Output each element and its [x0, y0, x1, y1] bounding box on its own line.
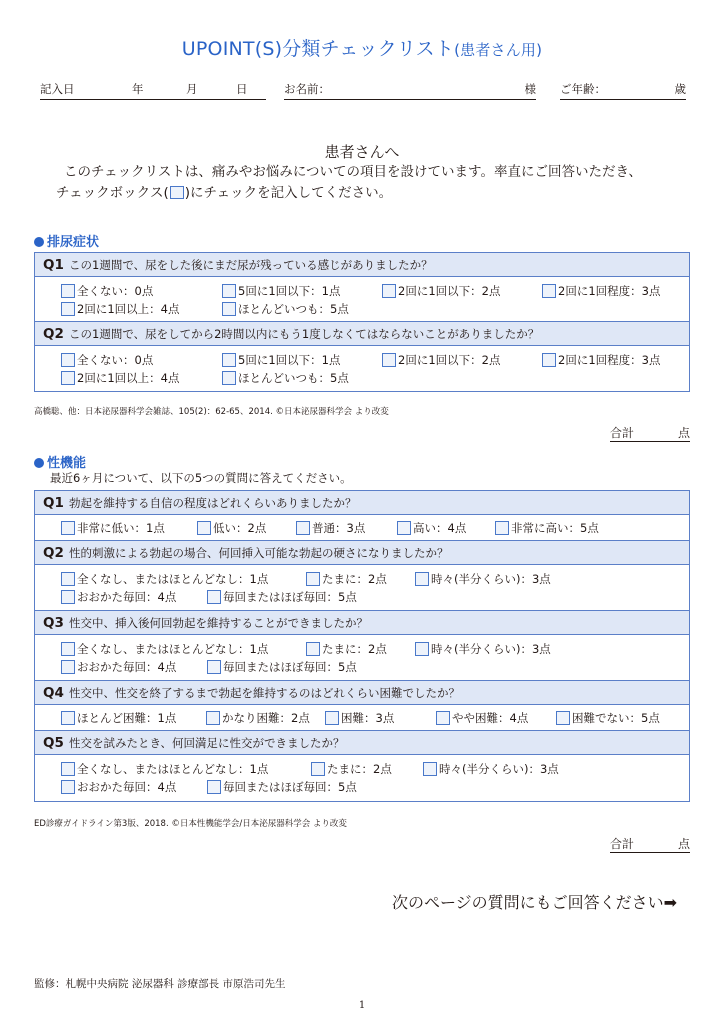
checkbox-sample-icon — [170, 186, 184, 199]
total-label: 合計 — [610, 837, 635, 851]
supervisor-credit: 監修：札幌中央病院 泌尿器科 診療部長 市原浩司先生 — [34, 978, 286, 990]
age-field[interactable] — [560, 80, 686, 100]
question-header: Q3 性交中、挿入後何回勃起を維持することができましたか？ — [35, 611, 689, 635]
option-checkbox[interactable]: 2回に1回以下：2点 — [382, 283, 500, 299]
total-label: 合計 — [610, 426, 635, 440]
option-checkbox[interactable]: ほとんど困難：1点 — [61, 710, 176, 726]
urinary-total-field[interactable] — [610, 424, 690, 442]
question-text: この1週間で、尿をしてから2時間以内にもう1度しなくてはならないことがありましたか？ — [69, 326, 540, 341]
option-checkbox[interactable]: おおかた毎回：4点 — [61, 589, 176, 605]
intro-text — [56, 162, 696, 204]
question-text: 性交中、挿入後何回勃起を維持することができましたか？ — [69, 615, 368, 630]
question-options — [35, 635, 689, 681]
question-text: 勃起を維持する自信の程度はどれくらいありましたか？ — [69, 495, 357, 510]
urinary-heading: 排尿症状 — [34, 231, 99, 250]
sexual-subtitle: 最近6ヶ月について、以下の5つの質問に答えてください。 — [50, 471, 352, 485]
option-checkbox[interactable]: 時々(半分くらい)：3点 — [415, 641, 551, 657]
option-checkbox[interactable]: 非常に低い：1点 — [61, 520, 165, 536]
intro-line-1: このチェックリストは、痛みやお悩みについての項目を設けています。率直にご回答いただき、 — [64, 164, 642, 180]
option-checkbox[interactable]: 2回に1回以上：4点 — [61, 370, 179, 386]
option-checkbox[interactable]: おおかた毎回：4点 — [61, 659, 176, 675]
question-header: Q1 この1週間で、尿をした後にまだ尿が残っている感じがありましたか？ — [35, 253, 689, 277]
info-row — [40, 80, 686, 102]
total-unit: 点 — [677, 837, 690, 851]
date-field[interactable] — [40, 80, 266, 100]
total-unit: 点 — [677, 426, 690, 440]
year-label: 年 — [132, 82, 144, 96]
title-main: UPOINT(S)分類チェックリスト — [181, 38, 455, 60]
option-checkbox[interactable]: ほとんどいつも：5点 — [222, 370, 349, 386]
age-label: ご年齢： — [560, 82, 606, 96]
option-checkbox[interactable]: 困難：3点 — [325, 710, 394, 726]
question-header: Q5 性交を試みたとき、何回満足に性交ができましたか？ — [35, 731, 689, 755]
option-checkbox[interactable]: 5回に1回以下：1点 — [222, 283, 340, 299]
option-checkbox[interactable]: 時々(半分くらい)：3点 — [423, 761, 559, 777]
option-checkbox[interactable]: おおかた毎回：4点 — [61, 779, 176, 795]
option-checkbox[interactable]: 毎回またはほぼ毎回：5点 — [207, 779, 357, 795]
option-checkbox[interactable]: たまに：2点 — [311, 761, 392, 777]
intro-line-2: チェックボックス( )にチェックを記入してください。 — [56, 185, 393, 201]
question-options — [35, 515, 689, 541]
title-sub: (患者さん用) — [454, 41, 543, 59]
option-checkbox[interactable]: 2回に1回程度：3点 — [542, 352, 660, 368]
urinary-table — [34, 252, 690, 392]
date-label: 記入日 — [40, 82, 75, 96]
intro-title: 患者さんへ — [324, 143, 400, 161]
option-checkbox[interactable]: たまに：2点 — [306, 641, 387, 657]
sexual-table — [34, 490, 690, 802]
next-page-note: 次のページの質問にもご回答ください➡ — [392, 893, 678, 912]
question-text: 性交中、性交を終了するまで勃起を維持するのはどれくらい困難でしたか？ — [69, 685, 460, 700]
option-checkbox[interactable]: 全くない：0点 — [61, 352, 153, 368]
sexual-heading: 性機能 — [34, 452, 86, 471]
option-checkbox[interactable]: 高い：4点 — [397, 520, 466, 536]
question-text: 性的刺激による勃起の場合、何回挿入可能な勃起の硬さになりましたか？ — [69, 545, 449, 560]
name-label: お名前： — [284, 82, 330, 96]
name-suffix: 様 — [524, 82, 536, 96]
option-checkbox[interactable]: 毎回またはほぼ毎回：5点 — [207, 589, 357, 605]
question-text: 性交を試みたとき、何回満足に性交ができましたか？ — [69, 735, 345, 750]
option-checkbox[interactable]: 全くなし、またはほとんどなし：1点 — [61, 761, 268, 777]
option-checkbox[interactable]: 全くなし、またはほとんどなし：1点 — [61, 641, 268, 657]
question-options — [35, 565, 689, 611]
option-checkbox[interactable]: 2回に1回以下：2点 — [382, 352, 500, 368]
bullet-icon — [34, 237, 44, 247]
page-number: 1 — [358, 1000, 366, 1011]
month-label: 月 — [186, 82, 198, 96]
option-checkbox[interactable]: 2回に1回程度：3点 — [542, 283, 660, 299]
question-text: この1週間で、尿をした後にまだ尿が残っている感じがありましたか？ — [69, 257, 433, 272]
option-checkbox[interactable]: ほとんどいつも：5点 — [222, 301, 349, 317]
sexual-source: ED診療ガイドライン第3版、2018. ©日本性機能学会/日本泌尿器科学会 より改変 — [34, 819, 347, 829]
page-title — [0, 34, 724, 61]
urinary-source: 高橋聡、他：日本泌尿器科学会雑誌、105(2)：62-65、2014. ©日本泌尿器科学会 より改変 — [34, 407, 389, 417]
question-options — [35, 755, 689, 801]
option-checkbox[interactable]: 全くなし、またはほとんどなし：1点 — [61, 571, 268, 587]
sexual-total-field[interactable] — [610, 835, 690, 853]
question-header: Q2 性的刺激による勃起の場合、何回挿入可能な勃起の硬さになりましたか？ — [35, 541, 689, 565]
question-header: Q1 勃起を維持する自信の程度はどれくらいありましたか？ — [35, 491, 689, 515]
day-label: 日 — [236, 82, 248, 96]
age-suffix: 歳 — [674, 82, 686, 96]
question-options — [35, 705, 689, 731]
bullet-icon — [34, 458, 44, 468]
option-checkbox[interactable]: 非常に高い：5点 — [495, 520, 599, 536]
option-checkbox[interactable]: 困難でない：5点 — [556, 710, 660, 726]
option-checkbox[interactable]: 低い：2点 — [197, 520, 266, 536]
option-checkbox[interactable]: 全くない：0点 — [61, 283, 153, 299]
option-checkbox[interactable]: 毎回またはほぼ毎回：5点 — [207, 659, 357, 675]
question-header: Q2 この1週間で、尿をしてから2時間以内にもう1度しなくてはならないことがありましたか？ — [35, 322, 689, 346]
option-checkbox[interactable]: 普通：3点 — [296, 520, 365, 536]
option-checkbox[interactable]: 2回に1回以上：4点 — [61, 301, 179, 317]
question-options — [35, 346, 689, 391]
name-field[interactable] — [284, 80, 536, 100]
option-checkbox[interactable]: 時々(半分くらい)：3点 — [415, 571, 551, 587]
option-checkbox[interactable]: かなり困難：2点 — [206, 710, 310, 726]
option-checkbox[interactable]: やや困難：4点 — [436, 710, 528, 726]
option-checkbox[interactable]: 5回に1回以下：1点 — [222, 352, 340, 368]
question-header: Q4 性交中、性交を終了するまで勃起を維持するのはどれくらい困難でしたか？ — [35, 681, 689, 705]
option-checkbox[interactable]: たまに：2点 — [306, 571, 387, 587]
question-options — [35, 277, 689, 322]
